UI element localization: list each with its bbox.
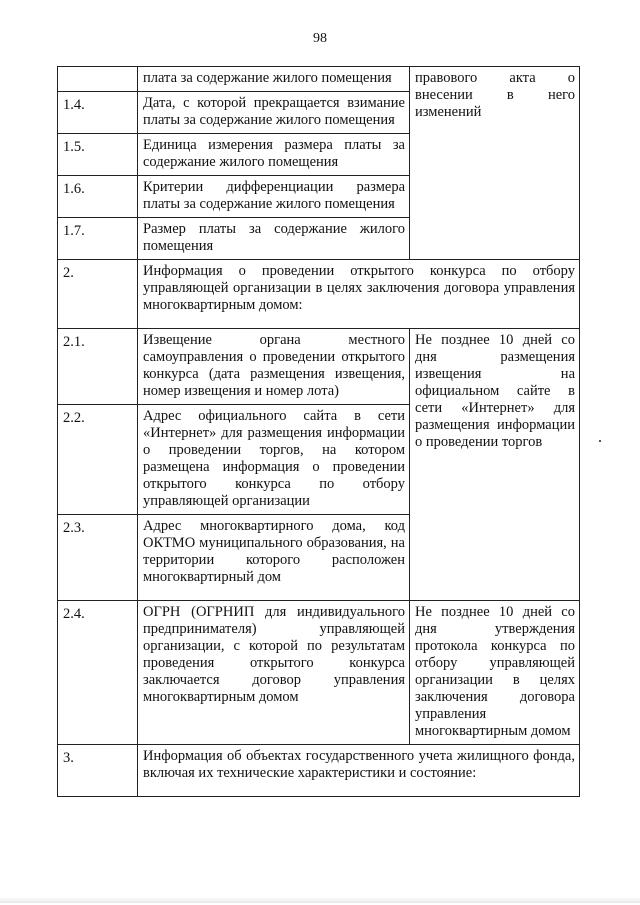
page-number: 98 xyxy=(313,31,327,46)
row-item: Адрес официального сайта в сети «Интернет» для размещения информации о проведении торгов, на котором размещена информация о проведении открытого конкурса по отбору управляющей организации xyxy=(138,405,410,515)
row-term: Не позднее 10 дней со дня размещения извещения на официальном сайте в сети «Интернет» для размещения информации о проведении торгов xyxy=(410,329,580,601)
row-number: 2.3. xyxy=(58,515,138,601)
table-row xyxy=(58,601,580,745)
requirements-table xyxy=(57,66,580,797)
row-item: Информация об объектах государственного учета жилищного фонда, включая их технические характеристики и состояние: xyxy=(138,745,580,797)
row-number: 1.4. xyxy=(58,92,138,134)
table-row xyxy=(58,329,580,405)
row-number xyxy=(58,67,138,92)
row-number: 2. xyxy=(58,260,138,329)
row-item: Извещение органа местного самоуправления о проведении открытого конкурса (дата размещения извещения, номер извещения и номер лота) xyxy=(138,329,410,405)
row-number: 1.6. xyxy=(58,176,138,218)
row-item: Единица измерения размера платы за содержание жилого помещения xyxy=(138,134,410,176)
row-item: Информация о проведении открытого конкурса по отбору управляющей организации в целях заключения договора управления многоквартирным домом: xyxy=(138,260,580,329)
scan-speck xyxy=(599,440,601,442)
row-number: 2.1. xyxy=(58,329,138,405)
row-number: 3. xyxy=(58,745,138,797)
row-number: 2.2. xyxy=(58,405,138,515)
row-item: Дата, с которой прекращается взимание платы за содержание жилого помещения xyxy=(138,92,410,134)
scan-bottom-edge xyxy=(0,897,640,903)
row-item: Адрес многоквартирного дома, код ОКТМО муниципального образования, на территории которого расположен многоквартирный дом xyxy=(138,515,410,601)
table-row xyxy=(58,260,580,329)
row-item: Критерии дифференциации размера платы за содержание жилого помещения xyxy=(138,176,410,218)
row-number: 1.5. xyxy=(58,134,138,176)
row-item: ОГРН (ОГРНИП для индивидуального предпринимателя) управляющей организации, с которой по результатам проведения открытого конкурса заключается договор управления многоквартирным домом xyxy=(138,601,410,745)
row-number: 2.4. xyxy=(58,601,138,745)
row-item: плата за содержание жилого помещения xyxy=(138,67,410,92)
row-term: Не позднее 10 дней со дня утверждения протокола конкурса по отбору управляющей организации в целях заключения договора управления многоквартирным домом xyxy=(410,601,580,745)
row-number: 1.7. xyxy=(58,218,138,260)
table-row xyxy=(58,745,580,797)
row-item: Размер платы за содержание жилого помещения xyxy=(138,218,410,260)
row-term: правового акта о внесении в него изменений xyxy=(410,67,580,260)
table-row xyxy=(58,67,580,92)
